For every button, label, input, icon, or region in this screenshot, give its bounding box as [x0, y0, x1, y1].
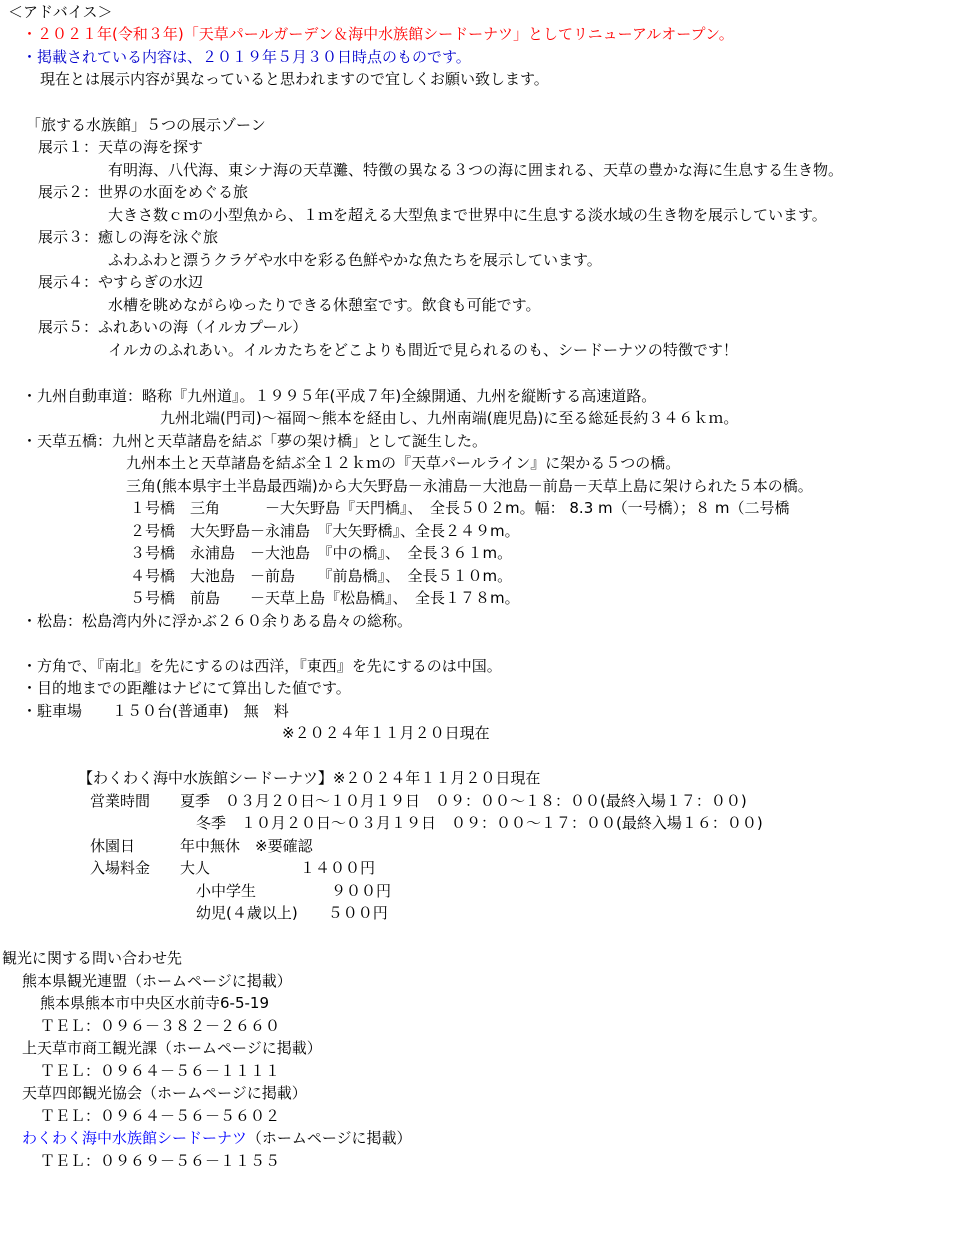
- zone-3-desc: ふわふわと漂うクラゲや水中を彩る色鮮やかな魚たちを展示しています。: [108, 251, 602, 269]
- facility-title: 【わくわく海中水族館シードーナツ】※２０２４年１１月２０日現在: [78, 769, 541, 787]
- contact-kamiamakusa-name: 上天草市商工観光課（ホームページに掲載）: [22, 1039, 322, 1057]
- kyushu-expressway-detail: 九州北端(門司)～福岡～熊本を経由し、九州南端(鹿児島)に至る総延長約３４６ｋｍ。: [160, 409, 739, 427]
- zone-5-desc: イルカのふれあい。イルカたちをどこよりも間近で見られるのも、シードーナツの特徴です！: [108, 341, 738, 359]
- bridge-3: ３号橋 永浦島 －大池島 『中の橋』、 全長３６１m。: [130, 544, 513, 562]
- parking-note: ・駐車場 １５０台(普通車) 無 料: [22, 702, 289, 720]
- facility-fee-child: 幼児(４歳以上) ５００円: [196, 904, 388, 922]
- zone-4-desc: 水槽を眺めながらゆったりできる休憩室です。飲食も可能です。: [108, 296, 541, 314]
- distance-note: ・目的地までの距離はナビにて算出した値です。: [22, 679, 351, 697]
- gokyo-detail-1: 九州本土と天草諸島を結ぶ全１２ｋｍの『天草パールライン』に架かる５つの橋。: [126, 454, 681, 472]
- gokyo-detail-2: 三角(熊本県宇土半島最西端)から大矢野島－永浦島－大池島－前島－天草上島に架けられた５本の橋。: [126, 477, 813, 495]
- contact-kumamoto-address: 熊本県熊本市中央区水前寺6-5-19: [40, 994, 270, 1012]
- facility-closed: 休園日 年中無休 ※要確認: [90, 837, 313, 855]
- contact-seadonut-tel: ＴＥＬ：０９６９－５６－１１５５: [40, 1152, 281, 1170]
- contact-kumamoto-name: 熊本県観光連盟（ホームページに掲載）: [22, 972, 292, 990]
- gokyo-note: ・天草五橋：九州と天草諸島を結ぶ「夢の架け橋」として誕生した。: [22, 432, 488, 450]
- matsushima-note: ・松島：松島湾内外に浮かぶ２６０余りある島々の総称。: [22, 612, 413, 630]
- info-date-notice: ・掲載されている内容は、２０１９年５月３０日時点のものです。: [22, 48, 471, 66]
- facility-hours-winter: 冬季 １０月２０日～０３月１９日 ０９：００～１７：００(最終入場１６：００): [196, 814, 763, 832]
- facility-hours-summer: 営業時間 夏季 ０３月２０日～１０月１９日 ０９：００～１８：００(最終入場１７：００): [90, 792, 747, 810]
- renewal-notice: ・２０２１年(令和３年)「天草パールガーデン＆海中水族館シードーナツ」としてリニューアルオープン。: [22, 25, 734, 43]
- contacts-title: 観光に関する問い合わせ先: [2, 949, 183, 967]
- contact-seadonut-row: [22, 1128, 412, 1148]
- bridge-4: ４号橋 大池島 －前島 『前島橋』、 全長５１０m。: [130, 567, 513, 585]
- facility-fee-adult: 入場料金 大人 １４００円: [90, 859, 376, 877]
- contact-shiro-tel: ＴＥＬ：０９６４－５６－５６０２: [40, 1107, 281, 1125]
- info-note: 現在とは展示内容が異なっていると思われますので宜しくお願い致します。: [40, 70, 549, 88]
- zone-3-label: 展示３：癒しの海を泳ぐ旅: [38, 228, 219, 246]
- zones-title: 「旅する水族館」５つの展示ゾーン: [26, 116, 266, 134]
- contact-kamiamakusa-tel: ＴＥＬ：０９６４－５６－１１１１: [40, 1062, 281, 1080]
- zone-1-label: 展示１：天草の海を探す: [38, 138, 204, 156]
- contact-kumamoto-tel: ＴＥＬ：０９６－３８２－２６６０: [40, 1017, 281, 1035]
- facility-fee-student: 小中学生 ９００円: [196, 882, 392, 900]
- zone-4-label: 展示４：やすらぎの水辺: [38, 273, 204, 291]
- zone-2-label: 展示２：世界の水面をめぐる旅: [38, 183, 249, 201]
- bridge-2: ２号橋 大矢野島－永浦島 『大矢野橋』、全長２４９m。: [130, 522, 520, 540]
- zone-5-label: 展示５：ふれあいの海（イルカプール）: [38, 318, 308, 336]
- seadonut-link[interactable]: わくわく海中水族館シードーナツ: [22, 1129, 247, 1147]
- bridge-1: １号橋 三角 －大矢野島『天門橋』、 全長５０２m。幅： 8.3 m（一号橋）；８ m（二号橋: [130, 499, 790, 517]
- zone-2-desc: 大きさ数ｃｍの小型魚から、１ｍを超える大型魚まで世界中に生息する淡水域の生き物を展示しています。: [108, 206, 827, 224]
- zone-1-desc: 有明海、八代海、東シナ海の天草灘、特徴の異なる３つの海に囲まれる、天草の豊かな海に生息する生き物。: [108, 161, 844, 179]
- seadonut-suffix: （ホームページに掲載）: [246, 1129, 412, 1147]
- bridge-5: ５号橋 前島 －天草上島『松島橋』、 全長１７８m。: [130, 589, 520, 607]
- kyushu-expressway-note: ・九州自動車道：略称『九州道』。１９９５年(平成７年)全線開通、九州を縦断する高速道路。: [22, 387, 657, 405]
- contact-shiro-name: 天草四郎観光協会（ホームページに掲載）: [22, 1084, 307, 1102]
- parking-date: ※２０２４年１１月２０日現在: [282, 724, 490, 742]
- direction-note: ・方角で、『南北』を先にするのは西洋，『東西』を先にするのは中国。: [22, 657, 502, 675]
- advice-heading: ＜アドバイス＞: [8, 3, 113, 21]
